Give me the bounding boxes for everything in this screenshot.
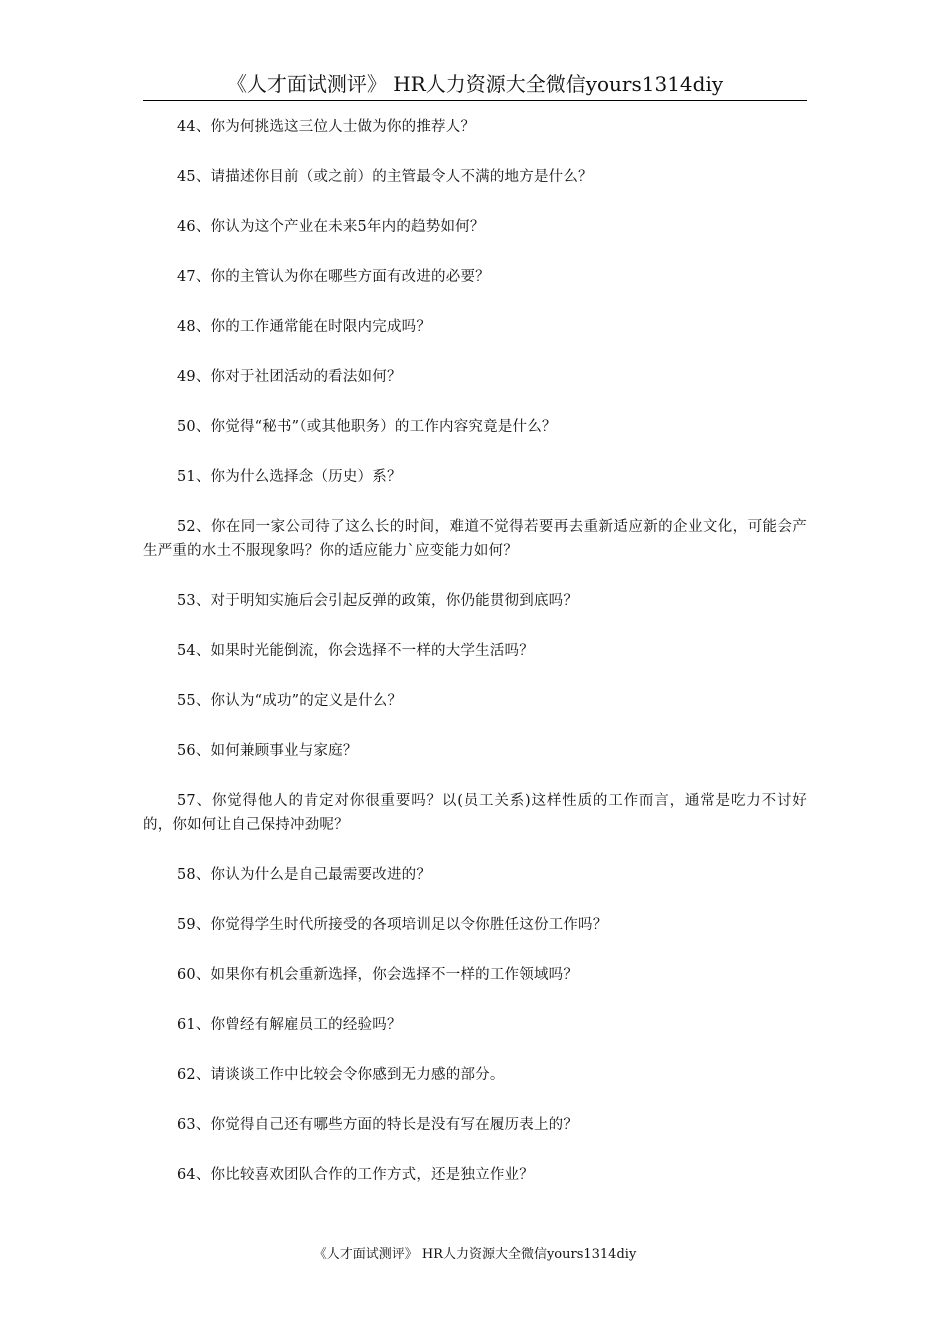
question-list — [143, 115, 807, 1213]
question-item: 52、你在同一家公司待了这么长的时间，难道不觉得若要再去重新适应新的企业文化，可能会产生严重的水土不服现象吗？你的适应能力`应变能力如何？ — [143, 519, 807, 559]
question-item: 59、你觉得学生时代所接受的各项培训足以令你胜任这份工作吗？ — [177, 917, 608, 933]
question-item: 57、你觉得他人的肯定对你很重要吗？以(员工关系)这样性质的工作而言，通常是吃力不讨好的，你如何让自己保持冲劲呢？ — [143, 793, 807, 833]
page-footer — [143, 1245, 807, 1265]
question-item: 63、你觉得自己还有哪些方面的特长是没有写在履历表上的？ — [177, 1117, 579, 1133]
page-header — [143, 70, 807, 101]
question-item: 54、如果时光能倒流，你会选择不一样的大学生活吗？ — [177, 643, 534, 659]
question-item: 58、你认为什么是自己最需要改进的？ — [177, 867, 432, 883]
question-item: 50、你觉得“秘书”（或其他职务）的工作内容究竟是什么？ — [177, 419, 557, 435]
question-item: 46、你认为这个产业在未来5年内的趋势如何？ — [177, 219, 485, 235]
question-item: 48、你的工作通常能在时限内完成吗？ — [177, 319, 432, 335]
question-item: 61、你曾经有解雇员工的经验吗？ — [177, 1017, 402, 1033]
question-item: 47、你的主管认为你在哪些方面有改进的必要？ — [177, 269, 490, 285]
question-item: 44、你为何挑选这三位人士做为你的推荐人？ — [177, 119, 476, 135]
question-item: 64、你比较喜欢团队合作的工作方式，还是独立作业？ — [177, 1167, 534, 1183]
page-footer-text: 《人才面试测评》 HR人力资源大全微信yours1314diy — [313, 1247, 637, 1262]
question-item: 56、如何兼顾事业与家庭？ — [177, 743, 358, 759]
question-item: 51、你为什么选择念（历史）系？ — [177, 469, 402, 485]
question-item: 53、对于明知实施后会引起反弹的政策，你仍能贯彻到底吗？ — [177, 593, 579, 609]
question-item: 49、你对于社团活动的看法如何？ — [177, 369, 402, 385]
question-item: 60、如果你有机会重新选择，你会选择不一样的工作领域吗？ — [177, 967, 579, 983]
question-item: 62、请谈谈工作中比较会令你感到无力感的部分。 — [177, 1067, 505, 1083]
question-item: 55、你认为“成功”的定义是什么？ — [177, 693, 403, 709]
question-item: 45、请描述你目前（或之前）的主管最令人不满的地方是什么？ — [177, 169, 593, 185]
page-header-title: 《人才面试测评》 HR人力资源大全微信yours1314diy — [226, 72, 724, 96]
